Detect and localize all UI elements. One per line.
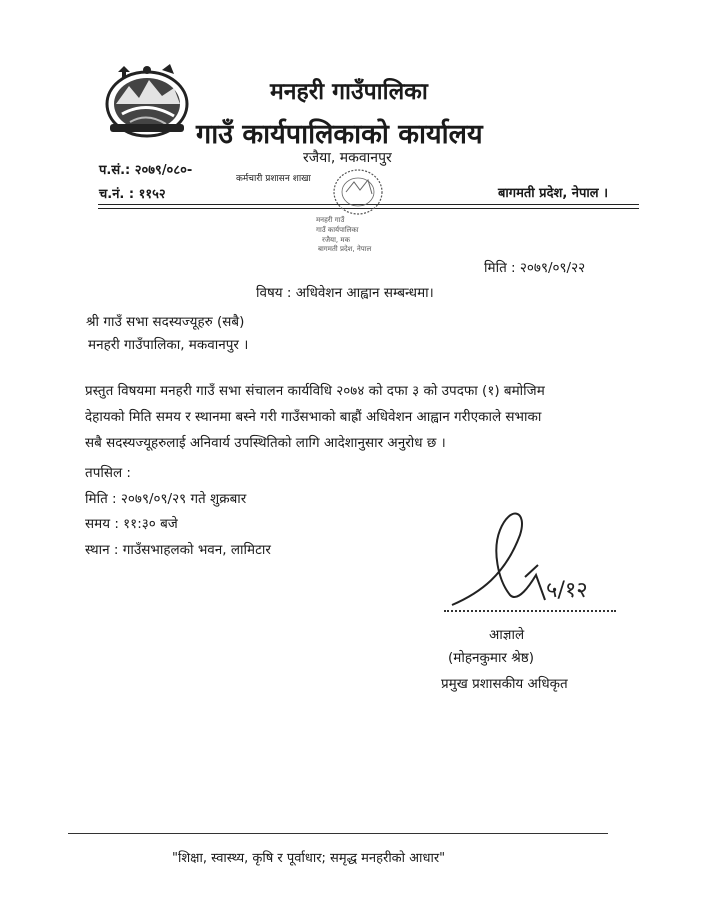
signature-icon bbox=[450, 505, 625, 615]
signatory-name: (मोहनकुमार श्रेष्ठ) bbox=[448, 650, 535, 666]
details-date: मिति : २०७९/०९/२९ गते शुक्रबार bbox=[85, 491, 247, 507]
office-name: गाउँ कार्यपालिकाको कार्यालय bbox=[196, 119, 483, 150]
municipality-name: मनहरी गाउँपालिका bbox=[270, 79, 428, 105]
section-name: कर्मचारी प्रशासन शाखा bbox=[236, 174, 311, 184]
body-line-3: सबै सदस्यज्यूहरुलाई अनिवार्य उपस्थितिको लागि आदेशानुसार अनुरोध छ । bbox=[85, 435, 446, 451]
footer-rule bbox=[68, 833, 608, 834]
recipient-line-1: श्री गाउँ सभा सदस्यज्यूहरु (सबै) bbox=[86, 314, 245, 330]
stamp-line-4: बागमती प्रदेश, नेपाल bbox=[318, 245, 372, 252]
order-word: आज्ञाले bbox=[489, 627, 525, 643]
province-name: बागमती प्रदेश, नेपाल । bbox=[498, 186, 609, 201]
details-time: समय : ११:३० बजे bbox=[85, 516, 178, 532]
signature-line bbox=[444, 610, 616, 612]
letter-number: प.सं.: २०७९/०८०- bbox=[99, 163, 193, 178]
recipient-line-2: मनहरी गाउँपालिका, मकवानपुर । bbox=[88, 337, 249, 353]
details-heading: तपसिल : bbox=[85, 465, 131, 481]
body-line-1: प्रस्तुत विषयमा मनहरी गाउँ सभा संचालन कार्यविधि २०७४ को दफा ३ को उपदफा (१) बमोजिम bbox=[85, 383, 545, 399]
signature-date-mark: ५/१२ bbox=[546, 578, 588, 603]
office-address: रजैया, मकवानपुर bbox=[303, 150, 392, 166]
dispatch-number: च.नं. : ११५२ bbox=[99, 187, 166, 202]
signatory-title: प्रमुख प्रशासकीय अधिकृत bbox=[441, 676, 568, 692]
stamp-line-3: रजैया, मक bbox=[322, 236, 350, 244]
letter-subject: विषय : अधिवेशन आह्वान सम्बन्धमा। bbox=[256, 285, 434, 301]
stamp-line-2: गाउँ कार्यपालिका bbox=[316, 226, 359, 234]
details-place: स्थान : गाउँसभाहलको भवन, लामिटार bbox=[85, 542, 271, 558]
stamp-line-1: मनहरी गाउँ bbox=[316, 216, 345, 224]
footer-slogan: "शिक्षा, स्वास्थ्य, कृषि र पूर्वाधार; समृद्ध मनहरीको आधार" bbox=[172, 851, 446, 866]
letter-date: मिति : २०७९/०९/२२ bbox=[484, 260, 586, 276]
body-line-2: देहायको मिति समय र स्थानमा बस्ने गरी गाउँसभाको बाह्रौं अधिवेशन आह्वान गरीएकाले सभाका bbox=[85, 409, 542, 425]
office-stamp-icon bbox=[312, 162, 404, 252]
nepal-emblem-icon bbox=[104, 64, 190, 138]
